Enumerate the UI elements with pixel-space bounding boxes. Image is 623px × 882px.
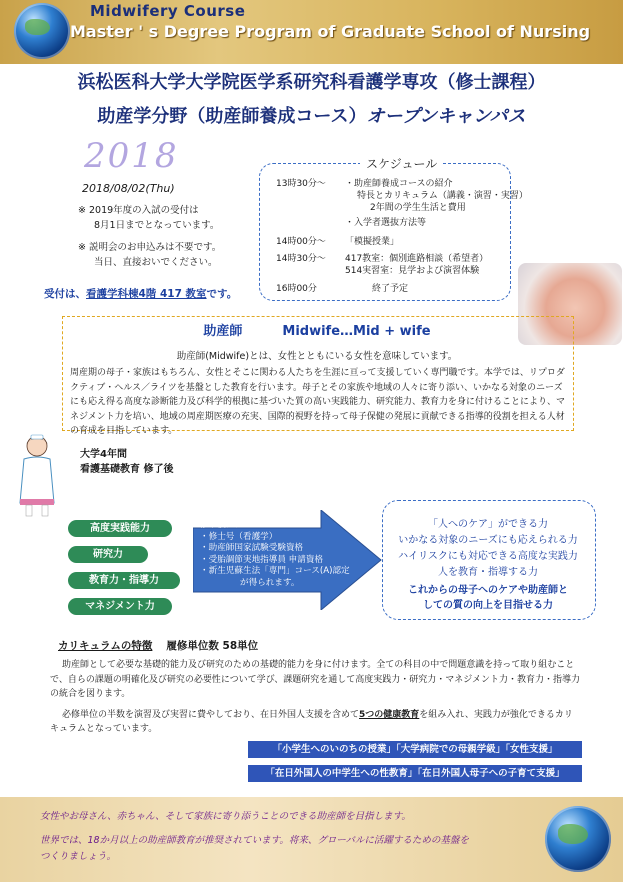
footer-line: つくりましょう。	[40, 851, 117, 862]
schedule-item: 特長とカリキュラム（講義・演習・実習）	[357, 191, 528, 201]
page-title: 浜松医科大学大学院医学系研究科看護学専攻（修士課程）	[77, 72, 546, 93]
note-line: 当日、直接おいでください。	[94, 257, 218, 268]
globe-icon	[545, 806, 611, 872]
schedule-title: スケジュール	[360, 155, 443, 172]
midwife-title-en: Midwife…Mid + wife	[282, 324, 431, 339]
after-line: ・修士号（看護学）	[200, 531, 278, 542]
note-line: 8月1日までとなっています。	[94, 220, 220, 231]
curriculum-title: カリキュラムの特徴	[58, 640, 153, 652]
goal-line: 人を教育・指導する力	[438, 567, 538, 578]
globe-icon	[14, 3, 70, 59]
schedule-item: 417教室：個別進路相談（希望者）	[345, 254, 489, 264]
schedule-time: 14時30分～	[276, 254, 326, 264]
course-name: Midwifery Course	[90, 2, 246, 20]
schedule-item: 514実習室：見学および演習体験	[345, 266, 480, 276]
schedule-item: ・入学者選抜方法等	[345, 218, 427, 228]
reception-place: 看護学科棟4階 417 教室	[86, 288, 207, 300]
midwife-title-jp: 助産師	[203, 324, 243, 339]
after-completion	[200, 520, 350, 589]
midwife-definition: 助産師(Midwife)とは、女性とともにいる女性を意味しています。	[176, 351, 458, 362]
base-line: 看護基礎教育 修了後	[80, 464, 174, 475]
event-year: 2018	[84, 136, 179, 176]
curriculum-description	[50, 658, 580, 737]
reception-prefix: 受付は、	[44, 288, 86, 300]
schedule-item: ・助産師養成コースの紹介	[345, 179, 453, 189]
curriculum-heading	[58, 638, 258, 653]
schedule-time: 13時30分～	[276, 179, 326, 189]
schedule-time: 16時00分	[276, 284, 317, 294]
footer-line: 世界では、18か月以上の助産師教育が推奨されています。将来、グローバルに活躍するための基盤を	[40, 835, 469, 846]
health-education-row: 「在日外国人の中学生への性教育」「在日外国人母子への子育て支援」	[248, 765, 582, 782]
event-date: 2018/08/02(Thu)	[82, 182, 175, 195]
skill-pill: マネジメント力	[68, 598, 172, 615]
note-line: ※ 説明会のお申込みは不要です。	[78, 242, 222, 253]
reception-suffix: です。	[206, 288, 238, 300]
reception-info	[44, 286, 237, 301]
para2-suffix: を組み入れ、実践力が強化できるカリキュラムとなっています。	[50, 709, 573, 734]
goal-line: しての質の向上を目指せる力	[423, 600, 553, 611]
footer-line: 女性やお母さん、赤ちゃん、そして家族に寄り添うことのできる助産師を目指します。	[40, 811, 411, 822]
skill-pill: 教育力・指導力	[68, 572, 180, 589]
goal-line: いかなる対象のニーズにも応えられる力	[398, 535, 578, 546]
midwife-description: 周産期の母子・家族はもちろん、女性とそこに関わる人たちを生涯に亘って支援していく専門職です。本学では、リプロダクティブ・ヘルス／ライツを基盤とした教育を行います。母子とその家族や地域の人々に寄り添い、いかなる対象のニーズにも応え得る高度な診断能力及び科学的根拠に基づいた質の高い実践能力、研究能力、教育力を身に付けることにより、マネジメント力を培い、地域の周産期医療の充実、国際的視野を持って母子保健の発展に貢献できる指導的役割を担える人材の育成を目指しています。	[70, 368, 566, 436]
after-line: ・助産師国家試験受験資格	[200, 543, 304, 553]
curriculum-para: 助産師として必要な基礎的能力及び研究のための基礎的能力を身に付けます。全ての科目の中で問題意識を持って取り組むことで、自らの課題の明確化及び研究の必要性について学び、課題研究を通して高度実践力・研究力・マネジメント力・教育力・指導力の統合を図ります。	[50, 660, 581, 699]
goal-line: ハイリスクにも対応できる高度な実践力	[398, 551, 578, 562]
note-line: ※ 2019年度の入試の受付は	[78, 205, 199, 216]
subtitle-prefix: 助産学分野（助産師養成コース）	[97, 106, 367, 127]
nurse-illustration	[12, 433, 62, 518]
schedule-time: 14時00分～	[276, 237, 326, 247]
page-subtitle	[0, 102, 623, 128]
skill-pill: 高度実践能力	[68, 520, 172, 537]
program-name: Master ' s Degree Program of Graduate School of Nursing	[70, 22, 591, 41]
goal-line: これからの母子へのケアや助産師と	[408, 585, 568, 596]
curriculum-units: 履修単位数 58単位	[166, 640, 259, 652]
health-education-highlight: 5つの健康教育	[359, 709, 420, 720]
para2-prefix: 必修単位の半数を演習及び実習に費やしており、在日外国人支援を含めて	[62, 709, 360, 720]
midwife-title	[62, 320, 572, 339]
open-campus-label: オープンキャンパス	[366, 106, 526, 127]
after-line: ・新生児蘇生法「専門」コース(A)認定	[200, 566, 350, 576]
schedule-item: 2年間の学生生活と費用	[370, 203, 466, 213]
health-education-row: 「小学生へのいのちの授業」「大学病院での母親学級」「女性支援」	[248, 741, 582, 758]
after-line: 修了後は、	[200, 520, 243, 530]
after-line: が得られます。	[240, 577, 300, 588]
schedule-item: 「模擬授業」	[345, 237, 400, 247]
after-line: ・受胎調節実地指導員 申請資格	[200, 554, 324, 565]
schedule-item: 終了予定	[372, 284, 409, 294]
skill-pill: 研究力	[68, 546, 148, 563]
goal-line: 「人へのケア」ができる力	[428, 519, 548, 530]
base-line: 大学4年間	[80, 449, 127, 460]
curriculum-para	[50, 708, 580, 737]
base-education	[80, 447, 173, 477]
